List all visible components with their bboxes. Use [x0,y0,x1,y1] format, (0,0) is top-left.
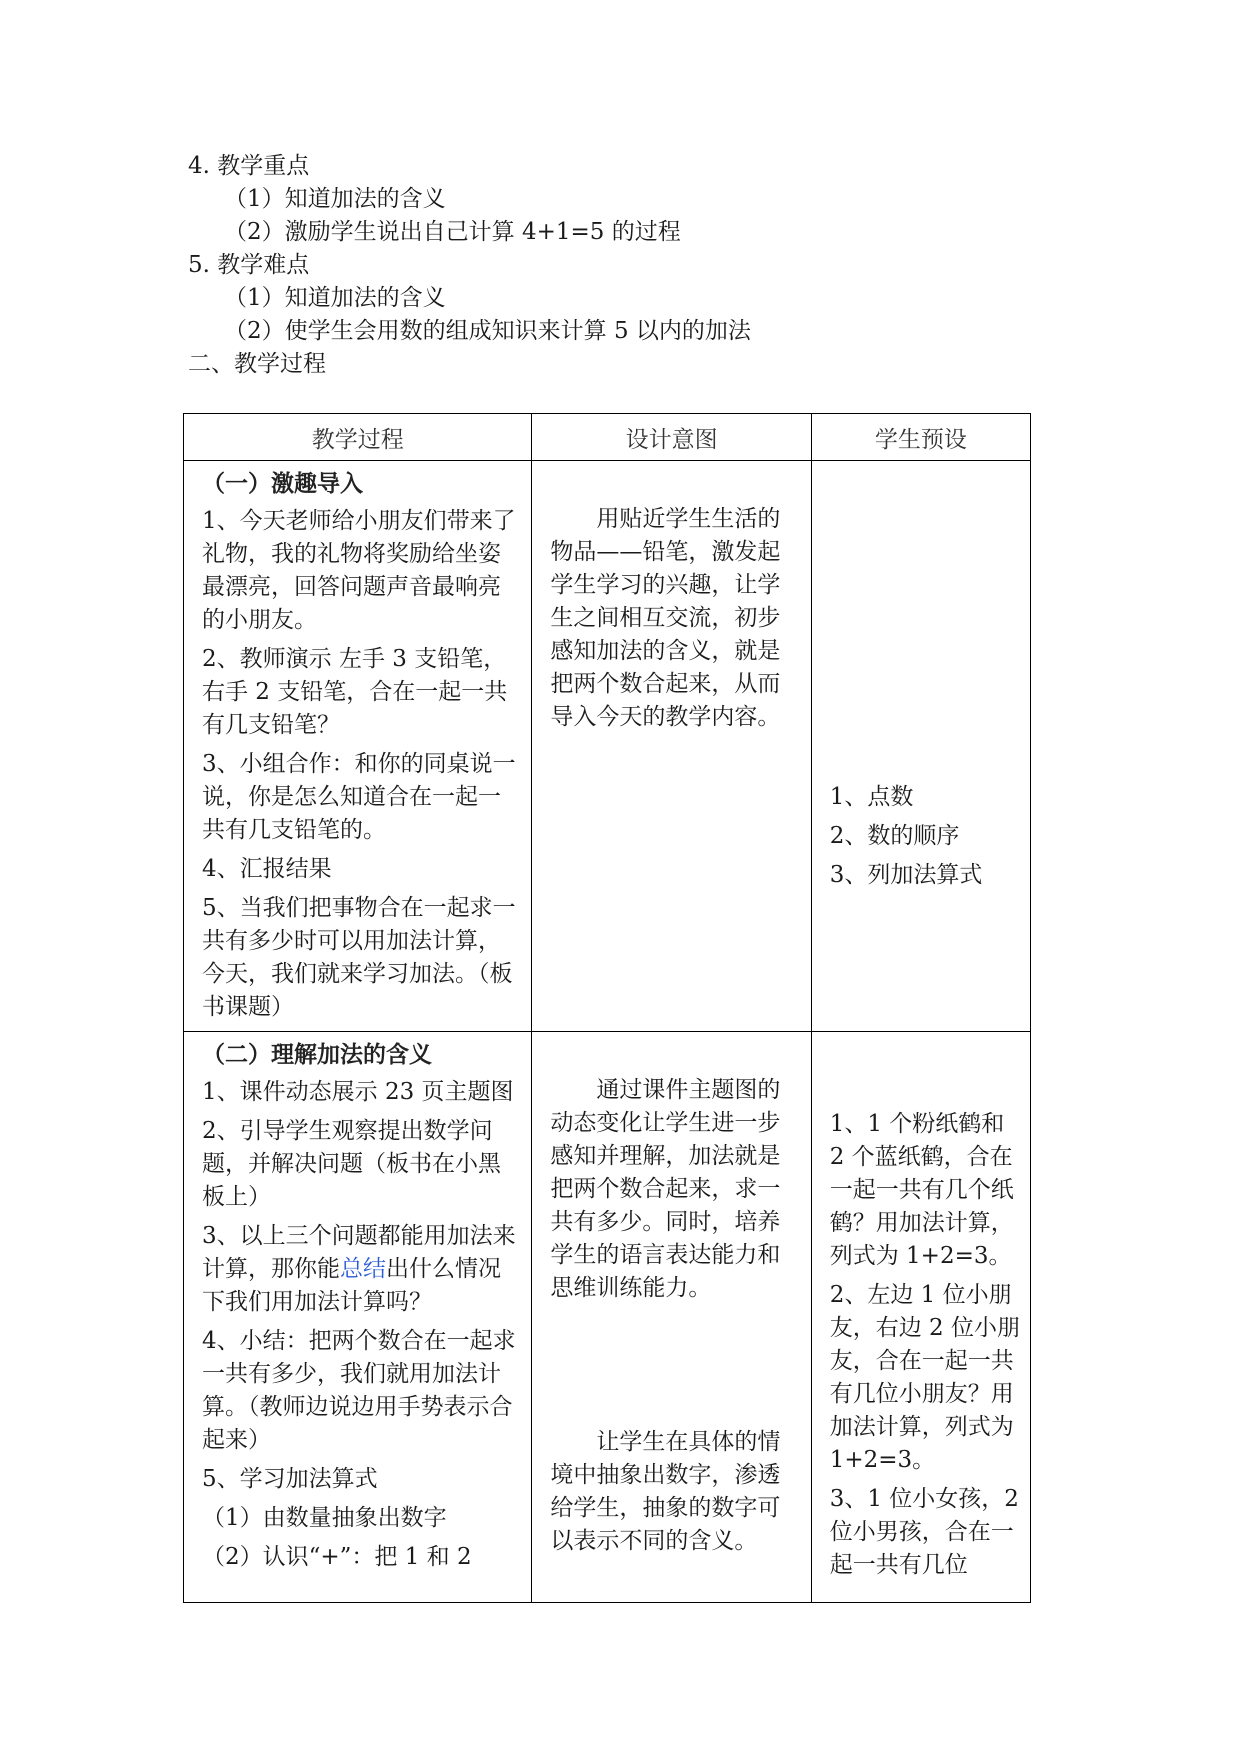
row2-step-3-post: 出什么情况下我们用加法计算吗？ [202,1256,501,1315]
heading-key-points: 4. 教学重点 [188,153,310,179]
row1-preset-2: 2、数的顺序 [829,823,960,849]
row2-sub-2: （2）认识“+”：把 1 和 2 [202,1544,472,1570]
row1-step-1: 1、今天老师给小朋友们带来了礼物，我的礼物将奖励给坐姿最漂亮，回答问题声音最响亮的小朋友。 [202,508,516,633]
row2-sub-1: （1）由数量抽象出数字 [202,1505,447,1531]
row2-step-3-pre: 3、以上三个问题都能用加法来计算，那你能 [202,1223,516,1282]
intro-section [188,150,751,381]
row1-intent: 用贴近学生生活的物品——铅笔，激发起学生学习的兴趣，让学生之间相互交流，初步感知加法的含义，就是把两个数合起来，从而导入今天的教学内容。 [550,506,781,730]
row1-step-5: 5、当我们把事物合在一起求一共有多少时可以用加法计算，今天，我们就来学习加法。（板书课题） [202,895,516,1020]
row2-step-3 [202,1220,517,1319]
row1-process-cell [184,461,532,1032]
row1-preset-3: 3、列加法算式 [829,862,983,888]
header-process: 教学过程 [184,414,532,461]
row2-title: （二）理解加法的含义 [202,1041,432,1068]
key-point-2: （2）激励学生说出自己计算 4+1=5 的过程 [224,219,681,245]
header-presets: 学生预设 [811,414,1030,461]
row2-step-1: 1、课件动态展示 23 页主题图 [202,1079,514,1105]
lesson-plan-table [183,413,1031,1603]
row2-preset-1: 1、1 个粉纸鹤和 2 个蓝纸鹤，合在一起一共有几个纸鹤？用加法计算，列式为 1+2=3。 [829,1111,1014,1269]
row2-process-cell [184,1032,532,1603]
summary-link[interactable]: 总结 [340,1256,386,1282]
table-row [184,461,1031,1032]
row1-preset-1: 1、点数 [829,784,914,810]
row1-presets-cell [811,461,1030,1032]
row2-presets-cell [811,1032,1030,1603]
row2-intent-2: 让学生在具体的情境中抽象出数字，渗透给学生，抽象的数字可以表示不同的含义。 [550,1429,781,1554]
difficulty-1: （1）知道加法的含义 [224,285,446,311]
row1-intent-cell [532,461,811,1032]
row2-intent-1: 通过课件主题图的动态变化让学生进一步感知并理解，加法就是把两个数合起来，求一共有多少。同时，培养学生的语言表达能力和思维训练能力。 [550,1077,781,1301]
row2-step-5: 5、学习加法算式 [202,1466,378,1492]
table-row [184,1032,1031,1603]
row1-title: （一）激趣导入 [202,470,363,497]
heading-teaching-process: 二、教学过程 [188,351,326,377]
heading-difficulties: 5. 教学难点 [188,252,310,278]
key-point-1: （1）知道加法的含义 [224,186,446,212]
table-header-row [184,414,1031,461]
row1-step-2: 2、教师演示 左手 3 支铅笔，右手 2 支铅笔，合在一起一共有几支铅笔？ [202,646,508,738]
difficulty-2: （2）使学生会用数的组成知识来计算 5 以内的加法 [224,318,751,344]
row2-intent-cell [532,1032,811,1603]
row2-preset-2: 2、左边 1 位小朋友，右边 2 位小朋友，合在一起一共有几位小朋友？用加法计算，列式为 1+2=3。 [829,1282,1020,1473]
row2-step-4: 4、小结：把两个数合在一起求一共有多少，我们就用加法计算。（教师边说边用手势表示合起来） [202,1328,516,1453]
row1-step-4: 4、汇报结果 [202,856,332,882]
row1-step-3: 3、小组合作：和你的同桌说一说，你是怎么知道合在一起一共有几支铅笔的。 [202,751,516,843]
row2-step-2: 2、引导学生观察提出数学问题，并解决问题（板书在小黑板上） [202,1118,501,1210]
row2-preset-3: 3、1 位小女孩，2 位小男孩，合在一起一共有几位 [829,1486,1019,1578]
header-intent: 设计意图 [532,414,811,461]
